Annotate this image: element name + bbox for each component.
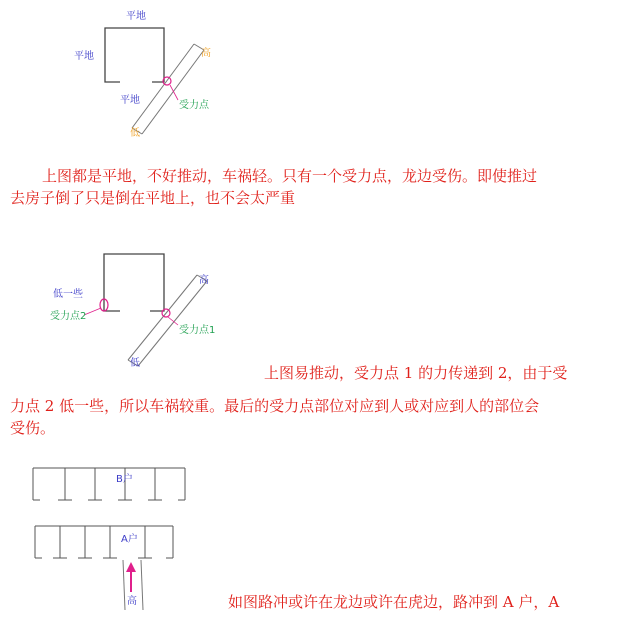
road-strip xyxy=(132,44,204,134)
paragraph-2-line-3: 受伤。 xyxy=(10,419,56,437)
label-force-point: 受力点 xyxy=(179,100,209,111)
label-flat-bottom: 平地 xyxy=(120,95,140,106)
paragraph-2 xyxy=(10,395,539,439)
house-outline xyxy=(105,28,164,82)
label-force-point-2: 受力点2 xyxy=(50,311,87,322)
label-force-point-1: 受力点1 xyxy=(179,325,216,336)
paragraph-1 xyxy=(10,165,537,209)
paragraph-2-line-1: 上图易推动，受力点 1 的力传递到 2，由于受 xyxy=(264,364,568,382)
paragraph-1-line-2: 去房子倒了只是倒在平地上，也不会太严重 xyxy=(10,189,296,207)
road-strip-2 xyxy=(128,275,207,366)
paragraph-3-line-1: 如图路冲或许在龙边或许在虎边，路冲到 A 户，A xyxy=(228,593,560,611)
b-household-row xyxy=(33,468,185,500)
figure-1-flat-ground-diagram xyxy=(60,0,240,150)
figure-2-slope-diagram xyxy=(40,245,240,375)
label-flat-left: 平地 xyxy=(74,51,94,62)
house-outline-2 xyxy=(104,254,164,311)
label-high: 高 xyxy=(201,48,211,59)
label-lower: 低一些 xyxy=(53,289,83,300)
label-low: 低 xyxy=(130,128,140,139)
road-arrow-head xyxy=(126,562,136,572)
label-b-household: B户 xyxy=(116,474,133,485)
label-high-3: 高 xyxy=(127,596,137,607)
label-a-household: A户 xyxy=(121,534,138,545)
label-low-2: 低 xyxy=(130,358,140,369)
paragraph-2-line-1-container xyxy=(264,362,567,384)
figure-3-road-clash-diagram xyxy=(25,460,205,615)
label-high-2: 高 xyxy=(199,275,209,286)
paragraph-3 xyxy=(228,591,559,613)
label-flat-top: 平地 xyxy=(126,11,146,22)
a-household-row xyxy=(35,526,173,558)
paragraph-2-line-2: 力点 2 低一些，所以车祸较重。最后的受力点部位对应到人或对应到人的部位会 xyxy=(10,397,540,415)
paragraph-1-line-1: 上图都是平地，不好推动，车祸轻。只有一个受力点，龙边受伤。即使推过 xyxy=(42,167,538,185)
force-point-2-pointer xyxy=(84,308,101,315)
